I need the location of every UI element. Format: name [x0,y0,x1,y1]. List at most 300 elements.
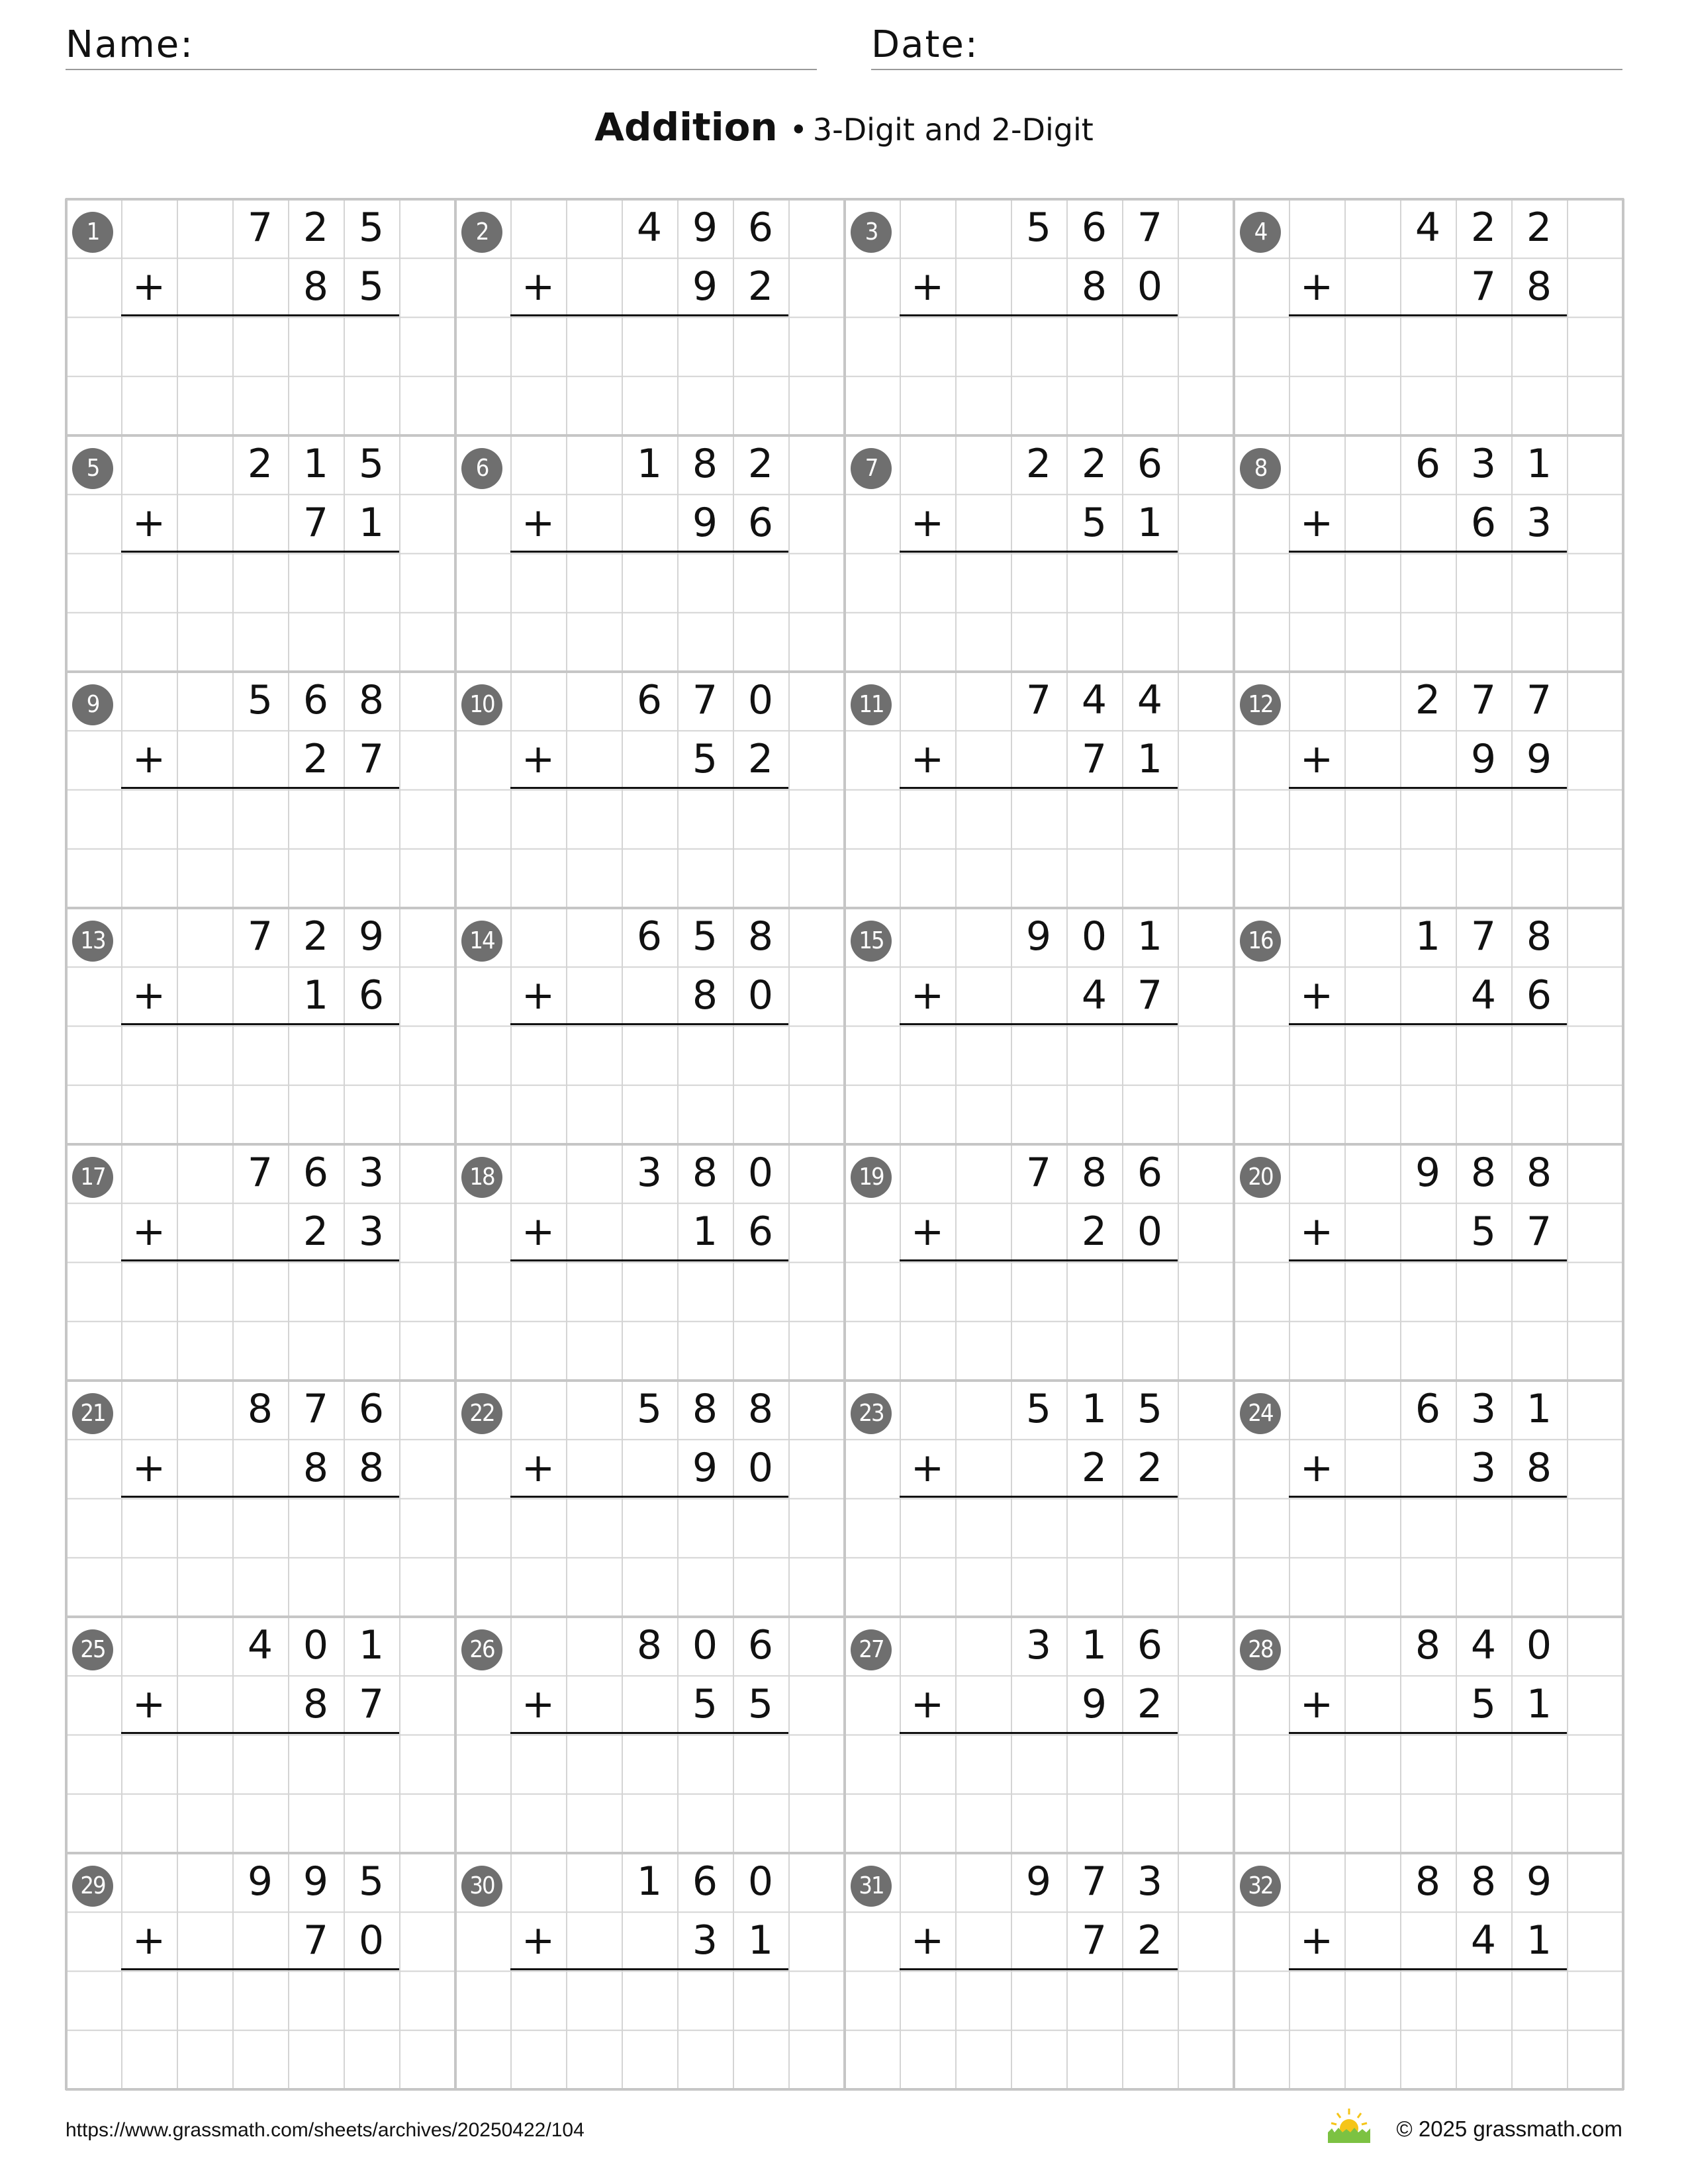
sum-line [900,314,1178,316]
sum-line [510,787,788,789]
addend-bottom-digit: 1 [1137,736,1163,782]
plus-sign: + [1299,1208,1334,1255]
sum-line [1289,1259,1567,1261]
sum-line [510,1259,788,1261]
addition-problem [66,435,455,671]
addition-problem [455,671,844,907]
name-label: Name: [66,23,195,66]
grid-major-line-horizontal [66,1143,1624,1146]
answer-area[interactable] [1289,1972,1567,2084]
sum-line [1289,1023,1567,1025]
answer-area[interactable] [900,1026,1178,1139]
answer-area[interactable] [1289,1263,1567,1375]
answer-area[interactable] [1289,1499,1567,1612]
sum-line [121,1259,399,1261]
addition-problem [1233,1616,1622,1852]
addition-problem [66,671,455,907]
answer-area[interactable] [121,1263,399,1375]
addend-bottom-digit: 7 [358,736,385,782]
problem-number-badge: 12 [1240,684,1281,725]
grid-major-line-horizontal [66,2088,1624,2091]
answer-area[interactable] [900,1499,1178,1612]
addend-top-digit: 6 [358,1386,385,1432]
addition-problem [1233,1852,1622,2089]
sum-line [121,551,399,553]
addend-top-digit: 4 [1415,205,1441,251]
addend-top-digit: 8 [692,1386,718,1432]
problem-number-badge: 21 [72,1393,113,1434]
sum-line [510,1023,788,1025]
footer-url: https://www.grassmath.com/sheets/archives/20250422/104 [66,2119,585,2141]
sum-line [900,1259,1178,1261]
addend-top-digit: 6 [303,1150,329,1196]
problem-number-badge: 18 [461,1157,502,1198]
addend-top-digit: 8 [636,1622,663,1668]
addition-problem [1233,671,1622,907]
problem-number-badge: 1 [72,212,113,253]
addend-bottom-digit: 7 [358,1681,385,1727]
addend-top-digit: 8 [1470,1858,1497,1905]
addend-bottom-digit: 4 [1470,972,1497,1019]
addition-problem [455,435,844,671]
problem-number-badge: 32 [1240,1866,1281,1907]
plus-sign: + [132,1681,166,1727]
addition-problem [66,1380,455,1616]
sum-line [121,787,399,789]
grid-major-line-horizontal [66,1379,1624,1382]
addend-top-digit: 9 [692,205,718,251]
answer-area[interactable] [121,1735,399,1848]
sum-line [900,1732,1178,1734]
plus-sign: + [910,263,945,310]
addend-top-digit: 4 [1470,1622,1497,1668]
answer-area[interactable] [1289,1026,1567,1139]
addend-top-digit: 6 [1081,205,1107,251]
addend-top-digit: 5 [247,677,273,723]
problem-number-badge: 30 [461,1866,502,1907]
addend-top-digit: 2 [1025,441,1052,487]
plus-sign: + [910,972,945,1019]
addend-top-digit: 9 [1526,1858,1552,1905]
addend-top-digit: 0 [1526,1622,1552,1668]
sum-line [1289,314,1567,316]
plus-sign: + [132,500,166,546]
addend-bottom-digit: 7 [1081,1917,1107,1964]
addend-top-digit: 6 [1137,1622,1163,1668]
problem-number-badge: 16 [1240,921,1281,962]
addend-top-digit: 7 [1137,205,1163,251]
addend-bottom-digit: 7 [1137,972,1163,1019]
plus-sign: + [1299,972,1334,1019]
plus-sign: + [1299,1917,1334,1964]
answer-area[interactable] [121,790,399,903]
addend-bottom-digit: 8 [1526,263,1552,310]
addition-problem [844,1852,1233,2089]
addend-top-digit: 8 [247,1386,273,1432]
addend-top-digit: 7 [692,677,718,723]
problem-number-badge: 2 [461,212,502,253]
addend-top-digit: 8 [692,441,718,487]
addend-top-digit: 1 [358,1622,385,1668]
sum-line [1289,551,1567,553]
addition-problem [1233,199,1622,435]
addend-bottom-digit: 6 [358,972,385,1019]
addend-bottom-digit: 8 [303,1445,329,1491]
addend-bottom-digit: 9 [1081,1681,1107,1727]
addend-top-digit: 3 [636,1150,663,1196]
addend-bottom-digit: 1 [303,972,329,1019]
addend-bottom-digit: 5 [1470,1208,1497,1255]
problem-number-badge: 17 [72,1157,113,1198]
addition-problem [455,1144,844,1380]
addend-top-digit: 6 [303,677,329,723]
grid-major-line-horizontal [66,1615,1624,1618]
problem-number-badge: 22 [461,1393,502,1434]
addend-bottom-digit: 5 [1081,500,1107,546]
plus-sign: + [132,972,166,1019]
addition-problem [844,671,1233,907]
addend-bottom-digit: 8 [692,972,718,1019]
addend-top-digit: 3 [1025,1622,1052,1668]
addend-top-digit: 3 [1470,441,1497,487]
sum-line [121,1023,399,1025]
problem-number-badge: 19 [851,1157,892,1198]
plus-sign: + [1299,263,1334,310]
addend-top-digit: 3 [358,1150,385,1196]
addition-problem [1233,1144,1622,1380]
answer-area[interactable] [510,1735,788,1848]
addend-top-digit: 5 [1137,1386,1163,1432]
addend-bottom-digit: 7 [1470,263,1497,310]
answer-area[interactable] [510,1263,788,1375]
addend-top-digit: 0 [692,1622,718,1668]
sum-line [121,1496,399,1498]
addend-top-digit: 6 [636,913,663,960]
addend-bottom-digit: 0 [1137,1208,1163,1255]
addition-problem [844,1144,1233,1380]
addend-bottom-digit: 8 [1526,1445,1552,1491]
addend-top-digit: 8 [692,1150,718,1196]
sum-line [900,1023,1178,1025]
addend-top-digit: 6 [1137,441,1163,487]
problem-number-badge: 5 [72,448,113,489]
addend-top-digit: 2 [1470,205,1497,251]
plus-sign: + [132,1445,166,1491]
problem-number-badge: 24 [1240,1393,1281,1434]
addend-top-digit: 5 [692,913,718,960]
addend-top-digit: 1 [303,441,329,487]
addend-bottom-digit: 0 [1137,263,1163,310]
problem-number-badge: 13 [72,921,113,962]
addend-top-digit: 1 [636,441,663,487]
addend-bottom-digit: 0 [747,1445,774,1491]
answer-area[interactable] [510,1499,788,1612]
addend-top-digit: 6 [692,1858,718,1905]
addend-bottom-digit: 2 [1137,1445,1163,1491]
plus-sign: + [1299,1681,1334,1727]
addend-top-digit: 0 [747,1858,774,1905]
grid-major-line-horizontal [66,1852,1624,1854]
addend-bottom-digit: 9 [1470,736,1497,782]
sum-line [1289,1496,1567,1498]
plus-sign: + [521,736,555,782]
addend-bottom-digit: 1 [1526,1681,1552,1727]
sum-line [510,1968,788,1970]
plus-sign: + [910,1445,945,1491]
addend-top-digit: 4 [1137,677,1163,723]
addend-bottom-digit: 8 [303,263,329,310]
addend-top-digit: 7 [1081,1858,1107,1905]
title-subtitle: 3-Digit and 2-Digit [812,112,1094,148]
plus-sign: + [132,1208,166,1255]
addition-problem [66,1616,455,1852]
addend-top-digit: 4 [247,1622,273,1668]
plus-sign: + [521,263,555,310]
addend-bottom-digit: 5 [692,736,718,782]
addend-bottom-digit: 3 [358,1208,385,1255]
plus-sign: + [1299,736,1334,782]
addend-top-digit: 3 [1137,1858,1163,1905]
addend-top-digit: 8 [1415,1858,1441,1905]
addend-top-digit: 4 [1081,677,1107,723]
addend-top-digit: 2 [747,441,774,487]
addend-bottom-digit: 2 [1137,1681,1163,1727]
addend-top-digit: 6 [747,1622,774,1668]
addend-top-digit: 8 [1081,1150,1107,1196]
sum-line [510,551,788,553]
sum-line [121,314,399,316]
addition-problem [844,907,1233,1144]
addend-bottom-digit: 6 [747,500,774,546]
problem-number-badge: 6 [461,448,502,489]
addend-top-digit: 1 [1526,1386,1552,1432]
addend-top-digit: 7 [247,205,273,251]
addend-bottom-digit: 7 [1526,1208,1552,1255]
answer-area[interactable] [900,1972,1178,2084]
plus-sign: + [910,500,945,546]
answer-area[interactable] [510,790,788,903]
addend-top-digit: 8 [1415,1622,1441,1668]
addend-top-digit: 7 [1470,677,1497,723]
plus-sign: + [521,972,555,1019]
sum-line [900,1496,1178,1498]
answer-area[interactable] [121,1499,399,1612]
problem-number-badge: 25 [72,1629,113,1670]
answer-area[interactable] [121,1026,399,1139]
addend-top-digit: 8 [1470,1150,1497,1196]
addition-problem [844,199,1233,435]
answer-area[interactable] [900,1735,1178,1848]
plus-sign: + [132,736,166,782]
addend-top-digit: 2 [303,205,329,251]
plus-sign: + [132,263,166,310]
date-field[interactable] [871,23,1622,70]
addend-top-digit: 6 [1137,1150,1163,1196]
addend-bottom-digit: 0 [358,1917,385,1964]
addend-bottom-digit: 5 [692,1681,718,1727]
problem-number-badge: 8 [1240,448,1281,489]
problem-number-badge: 20 [1240,1157,1281,1198]
addend-top-digit: 8 [358,677,385,723]
addend-top-digit: 5 [358,205,385,251]
addend-top-digit: 1 [1137,913,1163,960]
addend-top-digit: 2 [1415,677,1441,723]
addend-bottom-digit: 5 [1470,1681,1497,1727]
sum-line [510,1496,788,1498]
plus-sign: + [910,1681,945,1727]
name-field[interactable] [66,23,817,70]
addend-bottom-digit: 3 [1526,500,1552,546]
addend-top-digit: 5 [636,1386,663,1432]
addend-top-digit: 6 [747,205,774,251]
plus-sign: + [910,1208,945,1255]
addition-problem [455,1380,844,1616]
sum-line [510,314,788,316]
addend-bottom-digit: 7 [1081,736,1107,782]
date-label: Date: [871,23,979,66]
addend-top-digit: 9 [247,1858,273,1905]
grid-major-line-horizontal [66,198,1624,201]
addend-bottom-digit: 8 [358,1445,385,1491]
plus-sign: + [132,1917,166,1964]
plus-sign: + [1299,1445,1334,1491]
sum-line [900,551,1178,553]
addend-top-digit: 7 [247,1150,273,1196]
addend-bottom-digit: 0 [747,972,774,1019]
answer-area[interactable] [900,554,1178,666]
problem-number-badge: 27 [851,1629,892,1670]
addition-problem [844,1616,1233,1852]
sum-line [1289,1732,1567,1734]
title-main: Addition [594,105,778,150]
plus-sign: + [521,1208,555,1255]
answer-area[interactable] [121,554,399,666]
addend-bottom-digit: 7 [303,500,329,546]
addend-top-digit: 0 [747,1150,774,1196]
problem-number-badge: 7 [851,448,892,489]
addend-bottom-digit: 9 [692,1445,718,1491]
addend-bottom-digit: 3 [1470,1445,1497,1491]
title-bullet: • [789,112,808,148]
addend-top-digit: 6 [1415,1386,1441,1432]
problem-number-badge: 11 [851,684,892,725]
addend-top-digit: 1 [636,1858,663,1905]
addend-top-digit: 5 [1025,1386,1052,1432]
sum-line [121,1968,399,1970]
addition-problem [844,1380,1233,1616]
addend-bottom-digit: 8 [1081,263,1107,310]
footer-copyright: © 2025 grassmath.com [1396,2116,1622,2141]
addend-top-digit: 9 [303,1858,329,1905]
addition-problem [455,907,844,1144]
addend-top-digit: 0 [747,677,774,723]
problem-number-badge: 3 [851,212,892,253]
answer-area[interactable] [510,1972,788,2084]
worksheet-title [0,105,1688,150]
addend-bottom-digit: 2 [303,1208,329,1255]
addend-bottom-digit: 1 [1137,500,1163,546]
addend-bottom-digit: 2 [747,736,774,782]
addend-bottom-digit: 9 [1526,736,1552,782]
problem-number-badge: 31 [851,1866,892,1907]
problem-number-badge: 28 [1240,1629,1281,1670]
plus-sign: + [910,1917,945,1964]
problem-number-badge: 26 [461,1629,502,1670]
addend-bottom-digit: 7 [303,1917,329,1964]
addend-top-digit: 8 [747,1386,774,1432]
addend-bottom-digit: 8 [303,1681,329,1727]
addend-top-digit: 5 [358,441,385,487]
addend-top-digit: 8 [1526,913,1552,960]
sum-line [900,1968,1178,1970]
addition-problem [1233,907,1622,1144]
answer-area[interactable] [510,318,788,430]
addition-problem [455,199,844,435]
grid-major-line-horizontal [66,670,1624,673]
answer-area[interactable] [900,790,1178,903]
answer-area[interactable] [1289,318,1567,430]
addend-top-digit: 8 [747,913,774,960]
plus-sign: + [1299,500,1334,546]
problem-number-badge: 23 [851,1393,892,1434]
addend-bottom-digit: 2 [1137,1917,1163,1964]
sum-line [121,1732,399,1734]
plus-sign: + [521,500,555,546]
addend-bottom-digit: 2 [1081,1208,1107,1255]
addend-bottom-digit: 4 [1081,972,1107,1019]
addend-bottom-digit: 9 [692,500,718,546]
addition-problem [66,1144,455,1380]
problem-number-badge: 14 [461,921,502,962]
addend-top-digit: 0 [1081,913,1107,960]
addition-problem [1233,1380,1622,1616]
addend-top-digit: 9 [1025,1858,1052,1905]
answer-area[interactable] [900,318,1178,430]
answer-area[interactable] [900,1263,1178,1375]
answer-area[interactable] [510,1026,788,1139]
addend-top-digit: 9 [358,913,385,960]
addend-bottom-digit: 1 [747,1917,774,1964]
problem-number-badge: 4 [1240,212,1281,253]
addend-bottom-digit: 5 [358,263,385,310]
answer-area[interactable] [1289,554,1567,666]
addend-top-digit: 2 [1526,205,1552,251]
addend-bottom-digit: 1 [1526,1917,1552,1964]
sum-line [1289,1968,1567,1970]
answer-area[interactable] [121,1972,399,2084]
grid-major-line-horizontal [66,434,1624,437]
addend-bottom-digit: 1 [358,500,385,546]
sum-line [510,1732,788,1734]
plus-sign: + [521,1681,555,1727]
problem-number-badge: 15 [851,921,892,962]
addend-bottom-digit: 2 [303,736,329,782]
answer-area[interactable] [1289,1735,1567,1848]
addend-bottom-digit: 4 [1470,1917,1497,1964]
addend-top-digit: 9 [1025,913,1052,960]
addend-bottom-digit: 6 [1526,972,1552,1019]
addend-top-digit: 1 [1081,1386,1107,1432]
addition-problem [66,199,455,435]
sum-line [1289,787,1567,789]
addend-bottom-digit: 3 [692,1917,718,1964]
answer-area[interactable] [1289,790,1567,903]
grassmath-logo [1325,2106,1373,2146]
addend-top-digit: 0 [303,1622,329,1668]
answer-area[interactable] [510,554,788,666]
problem-number-badge: 9 [72,684,113,725]
answer-area[interactable] [121,318,399,430]
